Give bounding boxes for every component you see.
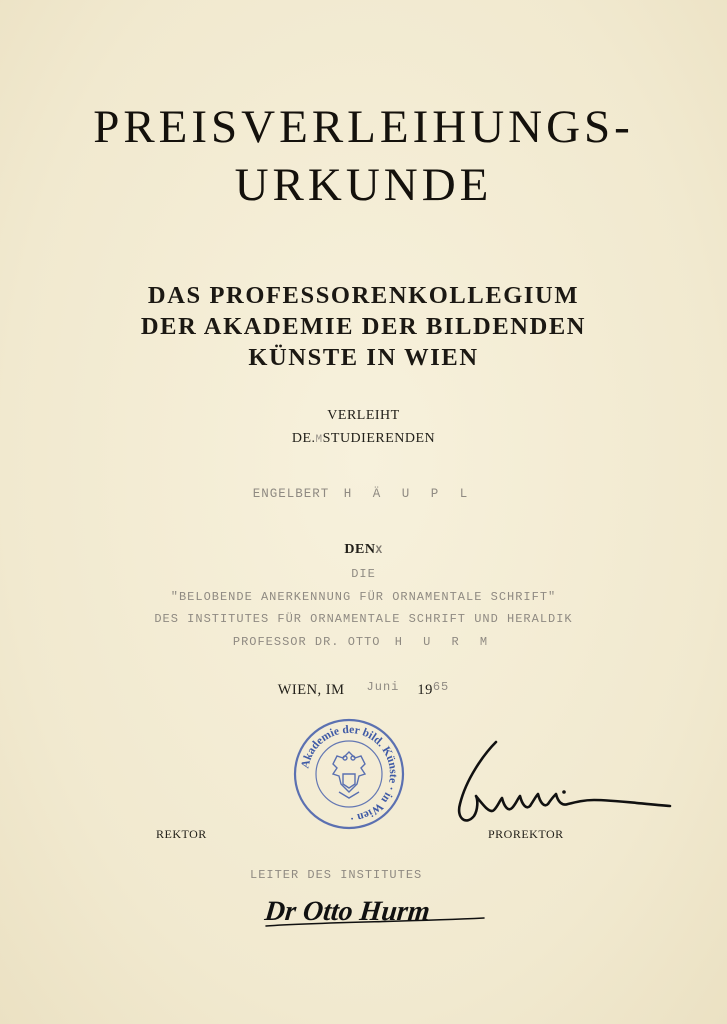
article-printed [0,542,727,558]
recipient-first-name: ENGELBERT [252,487,330,501]
certificate-title [0,98,727,214]
institution-line-3: KÜNSTE IN WIEN [248,344,479,371]
professor-line [0,635,727,649]
institute-head-signature [262,882,490,932]
recipient-label-overtype: M [315,434,323,446]
title-line-2: URKUNDE [234,159,493,211]
institution-line-1: DAS PROFESSORENKOLLEGIUM [147,282,580,309]
article-overtype-text: X [375,545,383,557]
place-date [0,681,727,699]
professor-last-name: H U R M [394,635,495,649]
svg-text:Dr Otto Hurm: Dr Otto Hurm [263,896,432,927]
place-label: WIEN, IM [277,682,345,698]
recipient-label-rest: STUDIERENDEN [322,431,436,446]
recipient-name [0,487,727,501]
verb-text: VERLEIHT [327,408,400,423]
prorektor-signature [444,734,676,834]
month-typed: Juni [366,680,400,694]
institution-line-2: DER AKADEMIE DER BILDENDEN [140,313,587,340]
year-prefix: 19 [417,682,433,698]
stamp-text: Akademie der bild. Künste · in Wien · [299,723,400,825]
rektor-label: REKTOR [156,827,207,841]
award-institute: DES INSTITUTES FÜR ORNAMENTALE SCHRIFT UND HERALDIK [154,612,573,626]
academy-seal-stamp [293,718,405,830]
institute-head-label: LEITER DES INSTITUTES [250,868,423,882]
recipient-label-prefix: DE. [291,431,316,446]
recipient-last-name: H Ä U P L [343,487,475,501]
article-printed-text: DEN [344,542,376,557]
article-typed: DIE [351,567,376,581]
professor-prefix: PROFESSOR DR. OTTO [232,635,381,649]
eagle-icon [333,752,365,798]
article-overstrike [344,542,382,558]
title-line-1: PREISVERLEIHUNGS- [93,101,634,153]
institution-block [0,280,727,373]
year-suffix: 65 [432,680,450,694]
recipient-label [0,431,727,447]
prorektor-label: PROREKTOR [488,827,564,841]
award-name: "BELOBENDE ANERKENNUNG FÜR ORNAMENTALE SCHRIFT" [170,590,557,604]
